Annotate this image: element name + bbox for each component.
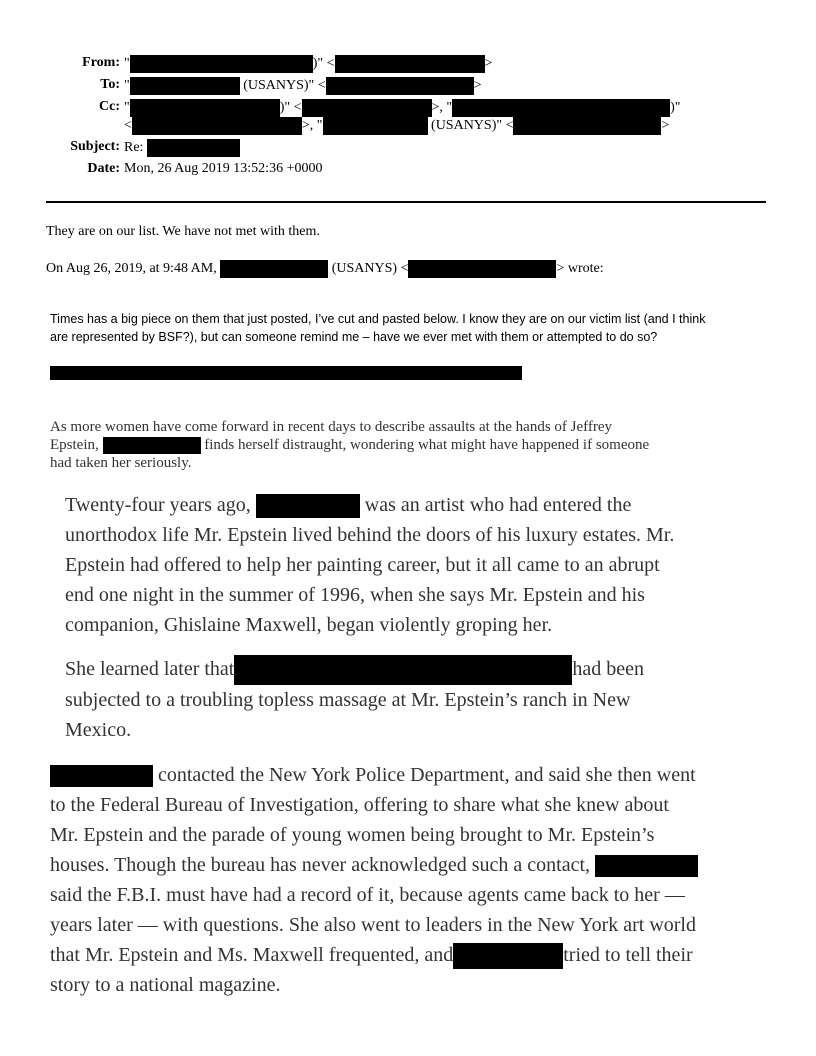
quoted-message — [50, 310, 705, 346]
article-paragraph-2 — [65, 654, 644, 745]
subject-label: Subject: — [70, 139, 120, 154]
paragraph-line: that Mr. Epstein and Ms. Maxwell frequented, and tried to tell their — [50, 940, 698, 970]
paragraph-line: subjected to a troubling topless massage at Mr. Epstein’s ranch in New — [65, 689, 631, 712]
reply-text: They are on our list. We have not met with them. — [46, 224, 320, 239]
redaction-block — [130, 99, 280, 117]
to-line: " (USANYS)" < > — [124, 78, 482, 94]
summary-line: had taken her seriously. — [50, 455, 192, 472]
redaction-block — [50, 765, 153, 787]
redaction-block — [256, 494, 360, 518]
paragraph-line: to the Federal Bureau of Investigation, offering to share what she knew about — [50, 794, 669, 816]
redaction-block — [326, 77, 474, 95]
redaction-block — [147, 139, 240, 157]
redaction-block — [513, 117, 661, 135]
paragraph-line: end one night in the summer of 1996, when she says Mr. Epstein and his — [65, 584, 645, 606]
redaction-block — [103, 437, 201, 454]
redaction-block — [234, 655, 572, 685]
paragraph-line: said the F.B.I. must have had a record of it, because agents came back to her — — [50, 884, 685, 906]
redaction-block — [220, 260, 328, 278]
paragraph-line: companion, Ghislaine Maxwell, began violently groping her. — [65, 614, 553, 636]
subject-line: Re: — [124, 139, 240, 157]
cc-label: Cc: — [99, 99, 120, 114]
paragraph-line: She learned later that had been — [65, 654, 644, 685]
paragraph-line: years later — with questions. She also went to leaders in the New York art world — [50, 914, 696, 936]
paragraph-line: unorthodox life Mr. Epstein lived behind the doors of his luxury estates. Mr. — [65, 524, 675, 546]
redaction-block — [595, 855, 698, 877]
quoted-line: are represented by BSF?), but can someone remind me – have we ever met with them or attempted to do so? — [50, 330, 658, 344]
paragraph-line: contacted the New York Police Department, and said she then went — [50, 760, 698, 790]
paragraph-line: Epstein had offered to help her painting career, but it all came to an abrupt — [65, 554, 660, 576]
redaction-block — [335, 55, 485, 73]
redaction-block — [50, 366, 522, 380]
cc-line-1: " )" < >, " )" — [124, 100, 681, 116]
from-label: From: — [82, 55, 120, 70]
redaction-block — [130, 77, 240, 95]
article-paragraph-1 — [65, 490, 674, 640]
to-label: To: — [100, 77, 120, 92]
redaction-block — [408, 260, 556, 278]
redaction-block — [130, 55, 313, 73]
paragraph-line: Mr. Epstein and the parade of young women being brought to Mr. Epstein’s — [50, 824, 655, 846]
from-line: " )" < > — [124, 56, 493, 72]
quoted-line: Times has a big piece on them that just posted, I’ve cut and pasted below. I know they are on our victim list (and I think — [50, 312, 706, 326]
redaction-block — [132, 117, 302, 135]
paragraph-line: Twenty-four years ago, was an artist who had entered the — [65, 490, 674, 520]
header-divider — [46, 201, 766, 203]
cc-line-2: < >, " (USANYS)" < > — [124, 118, 670, 134]
redaction-block — [453, 943, 563, 969]
attribution-line: On Aug 26, 2019, at 9:48 AM, (USANYS) < > wrote: — [46, 261, 604, 277]
article-paragraph-3 — [50, 760, 698, 1000]
paragraph-line: houses. Though the bureau has never acknowledged such a contact, — [50, 850, 698, 880]
redaction-block — [323, 117, 428, 135]
redaction-block — [452, 99, 670, 117]
redaction-block — [302, 99, 432, 117]
summary-line: As more women have come forward in recent days to describe assaults at the hands of Jeffrey — [50, 419, 613, 435]
date-label: Date: — [87, 161, 120, 176]
summary-line: Epstein, finds herself distraught, wondering what might have happened if someone — [50, 437, 650, 453]
article-summary — [50, 418, 649, 472]
paragraph-line: Mexico. — [65, 719, 132, 742]
paragraph-line: story to a national magazine. — [50, 974, 281, 996]
date-value: Mon, 26 Aug 2019 13:52:36 +0000 — [124, 161, 323, 176]
